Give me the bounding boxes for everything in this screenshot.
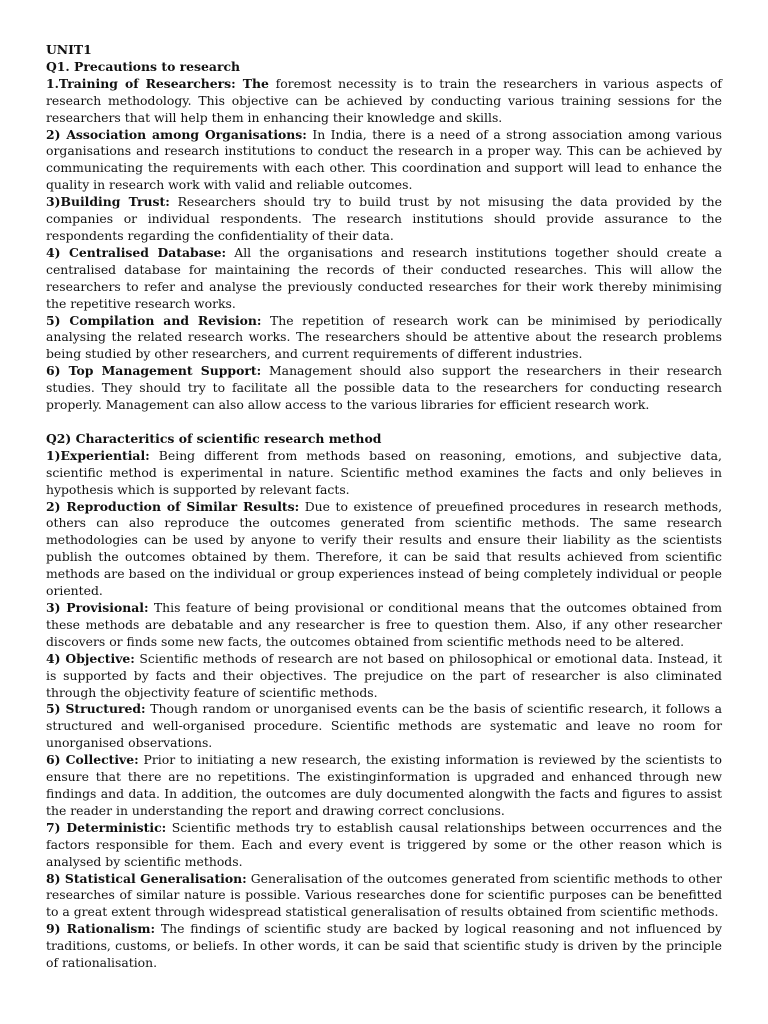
q1-item-text: Management should also support the researchers in their research studies. They should try to facilitate all the possible data to the researchers for conducting research properly. Management can also allow access to the various libraries for efficient research work. (46, 363, 722, 413)
q2-item (46, 871, 722, 922)
q1-item-label: 5) Compilation and Revision: (46, 312, 262, 328)
q2-item-label: 9) Rationalism: (46, 921, 156, 937)
q2-item-text: This feature of being provisional or conditional means that the outcomes obtained from these methods are debatable and any researcher is free to question them. Also, if any other researcher discovers or finds some new facts, the outcomes obtained from scientific methods need to be altered. (46, 600, 722, 649)
q2-item (46, 701, 722, 752)
q2-item-text: The findings of scientific study are backed by logical reasoning and not influenced by traditions, customs, or beliefs. In other words, it can be said that scientific study is driven by the principle of rationalisation. (46, 921, 723, 971)
q2-list (46, 448, 722, 972)
q1-item-text: In India, there is a need of a strong association among various organisations and research institutions to conduct the research in a proper way. This can be achieved by communicating the requirements with each other. This coordination and support will lead to enhance the quality in research work with valid and reliable outcomes. (46, 126, 722, 193)
q1-item (46, 245, 722, 313)
q1-item-text: The repetition of research work can be minimised by periodically analysing the related research works. The researchers should be attentive about the research problems being studied by other researchers, and current requirements of different industries. (46, 312, 723, 362)
q2-item (46, 921, 722, 972)
q1-item-label: 3)Building Trust: (46, 194, 170, 210)
q2-item-label: 6) Collective: (46, 752, 139, 768)
q1-item-label: 1.Training of Researchers: The (46, 75, 269, 91)
q2-item-text: Prior to initiating a new research, the existing information is reviewed by the scientists to ensure that there are no repetitions. The existinginformation is upgraded and enhanced through new findings and data. In addition, the outcomes are duly documented alongwith the facts and figures to assist the reader in understanding the report and drawing correct conclusions. (46, 752, 722, 818)
unit-heading: UNIT1 (46, 42, 92, 57)
q1-item (46, 194, 722, 245)
q1-item-label: 6) Top Management Support: (46, 363, 262, 379)
q2-item-text: Though random or unorganised events can be the basis of scientific research, it follows a structured and well-organised procedure. Scientific methods are systematic and leave no room for unorganised observations. (46, 701, 723, 751)
q1-item-label: 2) Association among Organisations: (46, 126, 307, 142)
q1-item-text: Researchers should try to build trust by not misusing the data provided by the companies or individual respondents. The research institutions should provide assurance to the respondents regarding the confidentiality of their data. (46, 194, 722, 243)
q2-item-label: 8) Statistical Generalisation: (46, 870, 247, 886)
section-spacer (46, 414, 722, 431)
q1-list (46, 76, 722, 414)
q2-item (46, 600, 722, 651)
q1-item-label: 4) Centralised Database: (46, 244, 227, 260)
q2-item-label: 7) Deterministic: (46, 819, 167, 835)
q1-item (46, 363, 722, 414)
q2-item-text: Due to existence of preuefined procedures in research methods, others can also reproduce the outcomes generated from scientific methods. The same research methodologies can be used by anyone to verify their results and ensure their liability as the scientists publish the outcomes obtained by them. Therefore, it can be said that results achieved from scientific methods are based on the individual or group experiences instead of being completely individual or people oriented. (46, 498, 723, 599)
q1-item (46, 127, 722, 195)
q2-item-text: Scientific methods of research are not based on philosophical or emotional data. Instead, it is supported by facts and their objectives. The prejudice on the part of researcher is also climinated through the objectivity feature of scientific methods. (46, 650, 722, 700)
q2-item-text: Scientific methods try to establish causal relationships between occurrences and the factors responsible for them. Each and every event is triggered by some or the other reason which is analysed by scientific methods. (46, 819, 723, 869)
q2-item-label: 1)Experiential: (46, 447, 150, 463)
q1-item-text: All the organisations and research institutions together should create a centralised database for maintaining the records of their conducted researches. This will allow the researchers to refer and analyse the previously conducted researches for their work thereby minimising the repetitive research works. (46, 244, 723, 311)
q2-title: Q2) Characteritics of scientific research method (46, 430, 382, 446)
q2-item (46, 651, 722, 702)
q1-item (46, 76, 722, 127)
q2-item-text: Being different from methods based on reasoning, emotions, and subjective data, scientific method is experimental in nature. Scientific method examines the facts and only believes in hypothesis which is supported by relevant facts. (46, 447, 722, 497)
q2-item-label: 2) Reproduction of Similar Results: (46, 498, 300, 514)
q1-title: Q1. Precautions to research (46, 58, 241, 74)
q2-item (46, 820, 722, 871)
q2-item-label: 3) Provisional: (46, 600, 149, 615)
q2-item (46, 448, 722, 499)
q1-item-text: foremost necessity is to train the researchers in various aspects of research methodology. This objective can be achieved by conducting various training sessions for the researchers that will help them in enhancing their knowledge and skills. (46, 75, 723, 125)
q2-item-text: Generalisation of the outcomes generated from scientific methods to other researches of similar nature is possible. Various researches done for scientific purposes can be benefitted to a great extent through widespread statistical generalisation of results obtained from scientific methods. (46, 870, 722, 920)
q1-item (46, 313, 722, 364)
q2-item-label: 5) Structured: (46, 701, 146, 717)
q2-item (46, 499, 722, 600)
q2-item (46, 752, 722, 820)
q2-item-label: 4) Objective: (46, 650, 135, 666)
